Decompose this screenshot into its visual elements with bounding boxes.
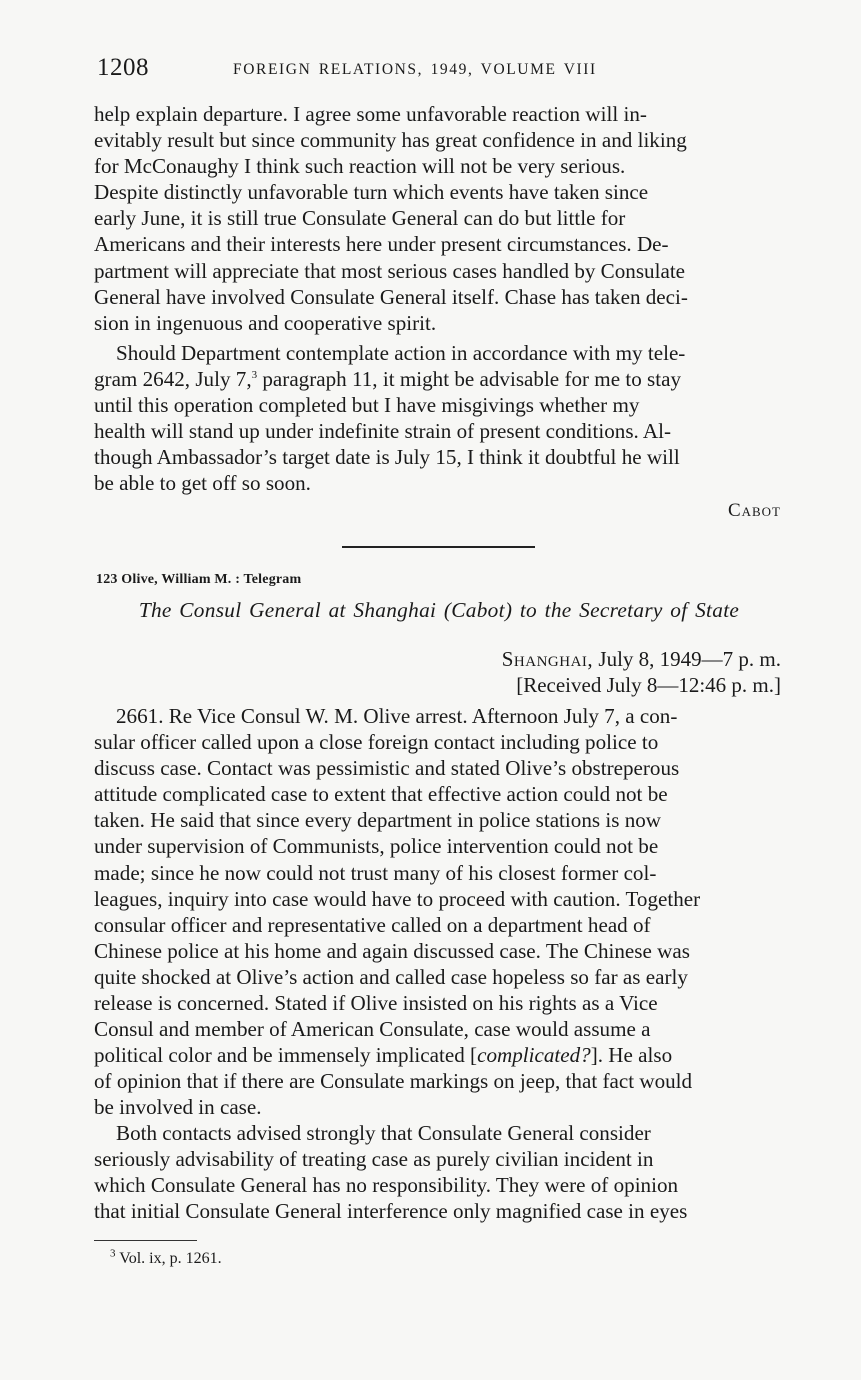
text-line: which Consulate General has no responsibility. They were of opinion [94,1173,679,1198]
received-line: [Received July 8—12:46 p. m.] [516,673,781,697]
text-segment: paragraph 11, it might be advisable for me to stay [257,367,682,392]
continuation-paragraph-1 [94,101,784,336]
text-line: General have involved Consulate General itself. Chase has taken deci- [94,284,688,309]
text-line: be able to get off so soon. [94,471,311,496]
text-line: Should Department contemplate action in accordance with my tele- [116,341,686,365]
text-line: seriously advisability of treating case as purely civilian incident in [94,1147,654,1172]
text-line: 2661. Re Vice Consul W. M. Olive arrest. Afternoon July 7, a con- [116,704,678,728]
text-line: for McConaughy I think such reaction will not be very serious. [94,154,626,179]
text-line: release is concerned. Stated if Olive insisted on his rights as a Vice [94,991,658,1016]
document-title: The Consul General at Shanghai (Cabot) to the Secretary of State [138,598,740,622]
text-line: Despite distinctly unfavorable turn which events have taken since [94,180,649,205]
text-line: attitude complicated case to extent that effective action could not be [94,782,668,807]
text-line: discuss case. Contact was pessimistic and stated Olive’s obstreperous [94,756,680,781]
text-line: that initial Consulate General interference only magnified case in eyes [94,1199,688,1224]
text-line: sular officer called upon a close foreign contact including police to [94,730,659,755]
text-line: Chinese police at his home and again discussed case. The Chinese was [94,938,690,963]
text-line: health will stand up under indefinite strain of present conditions. Al- [94,419,672,444]
continuation-paragraph-2 [94,340,784,497]
editorial-insertion: complicated? [477,1043,591,1068]
text-line: Consul and member of American Consulate, case would assume a [94,1017,651,1042]
dateline-date: July 8, 1949—7 p. m. [593,647,781,671]
text-line: quite shocked at Olive’s action and called case hopeless so far as early [94,964,688,989]
dateline-place: Shanghai, [501,647,594,671]
text-line [94,1042,784,1068]
text-segment: political color and be immensely implicated [ [94,1043,478,1068]
text-line: consular officer and representative called on a department head of [94,912,651,937]
text-line: help explain departure. I agree some unfavorable reaction will in- [94,102,647,126]
text-line: evitably result but since community has great confidence in and liking [94,128,687,153]
page-number: 1208 [97,54,149,81]
dateline [502,647,781,672]
telegram-paragraph-1 [94,703,784,1121]
text-line: until this operation completed but I have misgivings whether my [94,393,640,418]
text-line: Both contacts advised strongly that Consulate General consider [116,1121,651,1145]
footnote-text: Vol. ix, p. 1261. [115,1250,222,1267]
text-segment: ]. He also [590,1043,673,1068]
text-line [94,366,784,392]
text-line: Americans and their interests here under present circumstances. De- [94,232,669,257]
signature: Cabot [727,500,781,521]
footnote [110,1247,222,1268]
text-line: early June, it is still true Consulate General can do but little for [94,206,626,231]
text-line: of opinion that if there are Consulate markings on jeep, that fact would [94,1069,693,1094]
text-line: partment will appreciate that most serious cases handled by Consulate [94,258,686,283]
text-line: taken. He said that since every department in police stations is now [94,808,662,833]
text-line: though Ambassador’s target date is July 15, I think it doubtful he will [94,445,680,470]
running-head: FOREIGN RELATIONS, 1949, VOLUME VIII [233,61,597,78]
text-line: leagues, inquiry into case would have to proceed with caution. Together [94,886,701,911]
footnote-marker: 3 [110,1247,116,1260]
telegram-paragraph-2 [94,1120,784,1224]
section-divider [342,546,535,548]
text-segment: gram 2642, July 7, [94,367,252,392]
text-line: be involved in case. [94,1095,262,1120]
text-line: made; since he now could not trust many of his closest former col- [94,860,657,885]
text-line: under supervision of Communists, police intervention could not be [94,834,659,859]
footnote-ref-3[interactable]: 3 [251,369,258,382]
file-reference: 123 Olive, William M. : Telegram [96,572,302,587]
text-line: sion in ingenuous and cooperative spirit. [94,310,437,335]
footnote-divider [94,1240,197,1241]
page-header [97,54,787,88]
